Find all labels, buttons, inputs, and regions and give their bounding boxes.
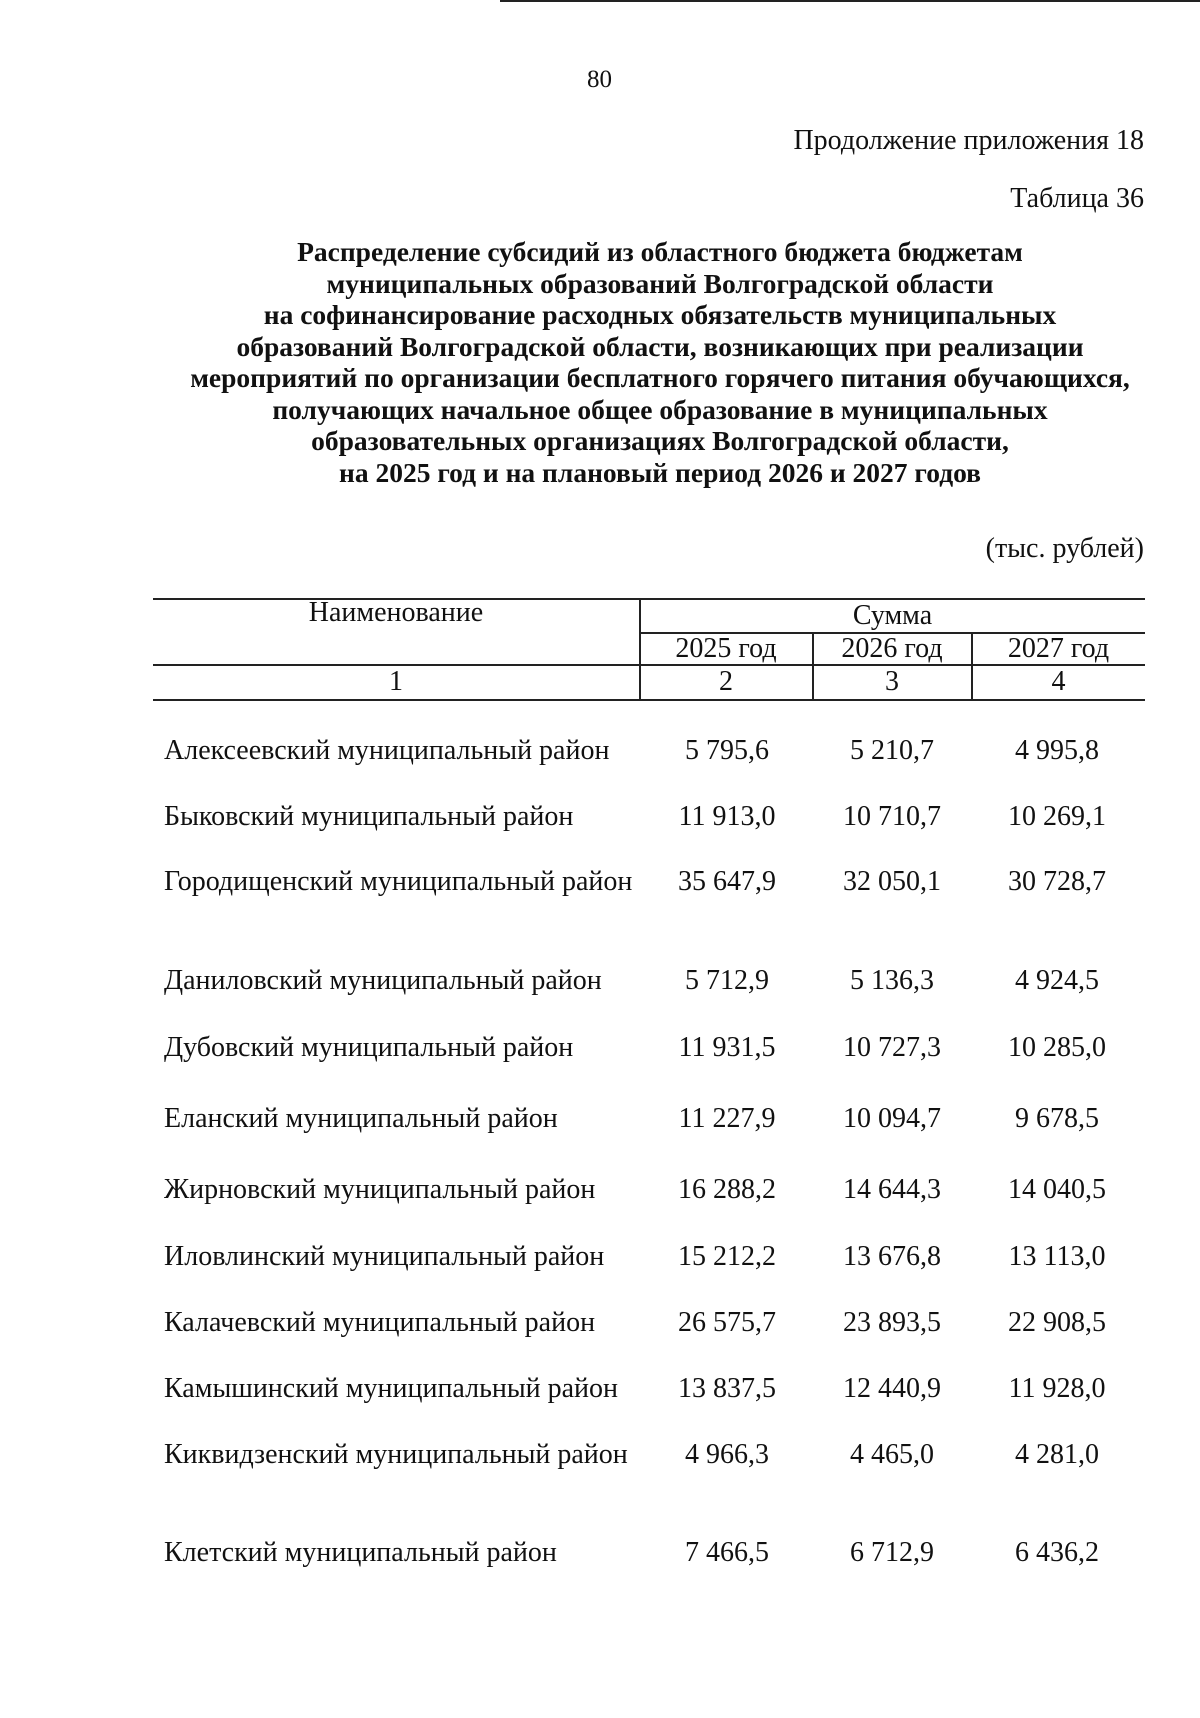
row-value-2027: 22 908,5 (1008, 1307, 1106, 1338)
document-title (140, 236, 1180, 488)
table-number: Таблица 36 (1010, 183, 1144, 214)
row-value-2027: 11 928,0 (1008, 1373, 1106, 1404)
row-value-2026: 5 210,7 (850, 735, 934, 766)
row-value-2025: 26 575,7 (678, 1307, 776, 1338)
number-row-bottom-rule (153, 699, 1145, 701)
row-value-2027: 10 285,0 (1008, 1032, 1106, 1063)
row-value-2027: 4 924,5 (1015, 965, 1099, 996)
title-line: муниципальных образований Волгоградской области (326, 267, 994, 299)
row-value-2025: 11 913,0 (678, 801, 776, 832)
row-value-2027: 30 728,7 (1008, 866, 1106, 897)
row-name: Иловлинский муниципальный район (164, 1241, 605, 1272)
row-name: Калачевский муниципальный район (164, 1307, 596, 1338)
row-value-2027: 14 040,5 (1008, 1174, 1106, 1205)
row-value-2026: 10 727,3 (843, 1032, 941, 1063)
row-value-2026: 10 094,7 (843, 1103, 941, 1134)
header-col-number-4: 4 (1051, 666, 1066, 697)
row-value-2025: 4 966,3 (685, 1439, 769, 1470)
header-col-number-1: 1 (389, 666, 403, 697)
row-value-2025: 11 227,9 (678, 1103, 776, 1134)
row-name: Даниловский муниципальный район (164, 965, 602, 996)
row-value-2025: 35 647,9 (678, 866, 776, 897)
row-value-2026: 10 710,7 (843, 801, 941, 832)
header-year-2026: 2026 год (841, 633, 943, 664)
row-value-2025: 16 288,2 (678, 1174, 776, 1205)
title-line: на софинансирование расходных обязательств муниципальных (263, 299, 1057, 330)
title-line: на 2025 год и на плановый период 2026 и 2027 годов (338, 456, 982, 488)
row-value-2026: 12 440,9 (843, 1373, 941, 1404)
row-value-2027: 13 113,0 (1008, 1241, 1106, 1272)
row-name: Камышинский муниципальный район (164, 1373, 619, 1404)
row-name: Городищенский муниципальный район (164, 866, 633, 897)
row-value-2026: 14 644,3 (843, 1174, 941, 1205)
row-value-2025: 5 712,9 (685, 965, 769, 996)
row-value-2026: 6 712,9 (850, 1537, 934, 1568)
appendix-note: Продолжение приложения 18 (793, 125, 1144, 156)
title-line: образовательных организациях Волгоградской области, (311, 425, 1009, 456)
row-value-2027: 9 678,5 (1015, 1103, 1099, 1134)
row-value-2025: 15 212,2 (678, 1241, 776, 1272)
row-value-2025: 11 931,5 (678, 1032, 776, 1063)
header-name: Наименование (308, 597, 484, 628)
header-year-2027: 2027 год (1007, 633, 1110, 664)
row-value-2027: 4 281,0 (1015, 1439, 1099, 1470)
header-sum: Сумма (852, 600, 933, 631)
row-value-2026: 13 676,8 (843, 1241, 941, 1272)
row-value-2026: 23 893,5 (843, 1307, 941, 1338)
units-label: (тыс. рублей) (985, 533, 1144, 564)
header-col-number-3: 3 (885, 666, 899, 697)
title-line: Распределение субсидий из областного бюджета бюджетам (297, 236, 1023, 267)
page-number: 80 (587, 66, 612, 93)
row-value-2027: 4 995,8 (1015, 735, 1099, 766)
row-name: Быковский муниципальный район (164, 801, 574, 832)
title-line: получающих начальное общее образование в муниципальных (272, 393, 1048, 425)
row-value-2025: 13 837,5 (678, 1373, 776, 1404)
row-name: Жирновский муниципальный район (164, 1174, 596, 1205)
header-col-number-2: 2 (719, 666, 733, 697)
row-name: Еланский муниципальный район (164, 1103, 558, 1134)
row-value-2026: 5 136,3 (850, 965, 934, 996)
row-value-2025: 7 466,5 (685, 1537, 769, 1568)
row-name: Алексеевский муниципальный район (164, 735, 610, 766)
header-year-2025: 2025 год (675, 633, 777, 664)
row-value-2026: 32 050,1 (843, 866, 941, 897)
row-value-2025: 5 795,6 (685, 735, 769, 766)
title-line: мероприятий по организации бесплатного горячего питания обучающихся, (190, 362, 1130, 393)
row-name: Киквидзенский муниципальный район (164, 1439, 628, 1470)
row-value-2027: 6 436,2 (1015, 1537, 1099, 1568)
top-edge-rule (500, 0, 1200, 2)
title-line: образований Волгоградской области, возникающих при реализации (236, 330, 1084, 362)
row-name: Клетский муниципальный район (164, 1537, 557, 1568)
row-value-2026: 4 465,0 (850, 1439, 934, 1470)
row-name: Дубовский муниципальный район (164, 1032, 574, 1063)
row-value-2027: 10 269,1 (1008, 801, 1106, 832)
